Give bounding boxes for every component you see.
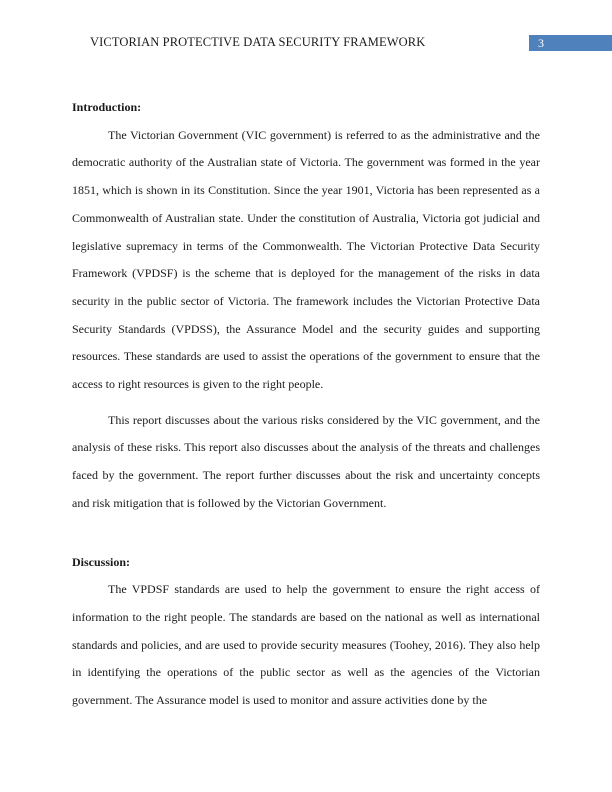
introduction-heading: Introduction: (72, 100, 142, 114)
running-header-title: VICTORIAN PROTECTIVE DATA SECURITY FRAMEWORK (90, 35, 426, 49)
page-number: 3 (538, 36, 544, 50)
page-number-box (529, 35, 612, 51)
introduction-paragraph: This report discusses about the various risks considered by the VIC government, and the analysis of these risks. This report also discusses about the analysis of the threats and challenges faced by the government. The report further discusses about the risk and uncertainty concepts and risk mitigation that is followed by the Victorian Government. (72, 412, 540, 510)
discussion-heading: Discussion: (72, 554, 131, 569)
introduction-paragraph: The Victorian Government (VIC government) is referred to as the administrative and the democratic authority of the Australian state of Victoria. The government was formed in the year 1851, which is shown in its Constitution. Since the year 1901, Victoria has been represented as a Commonwealth of Australian state. Under the constitution of Australia, Victoria got judicial and legislative supremacy in terms of the Commonwealth. The Victorian Protective Data Security Framework (VPDSF) is the scheme that is deployed for the management of the risks in data security in the public sector of Victoria. The framework includes the Victorian Protective Data Security Standards (VPDSS), the Assurance Model and the security guides and supporting resources. These standards are used to assist the operations of the government to ensure that the access to right resources is given to the right people. (72, 127, 540, 392)
discussion-paragraph: The VPDSF standards are used to help the government to ensure the right access of information to the right people. The standards are based on the national as well as international standards and policies, and are used to provide security measures (Toohey, 2016). They also help in identifying the operations of the public sector as well as the agencies of the Victorian government. The Assurance model is used to monitor and assure activities done by the (72, 582, 540, 708)
document-body (72, 94, 540, 715)
